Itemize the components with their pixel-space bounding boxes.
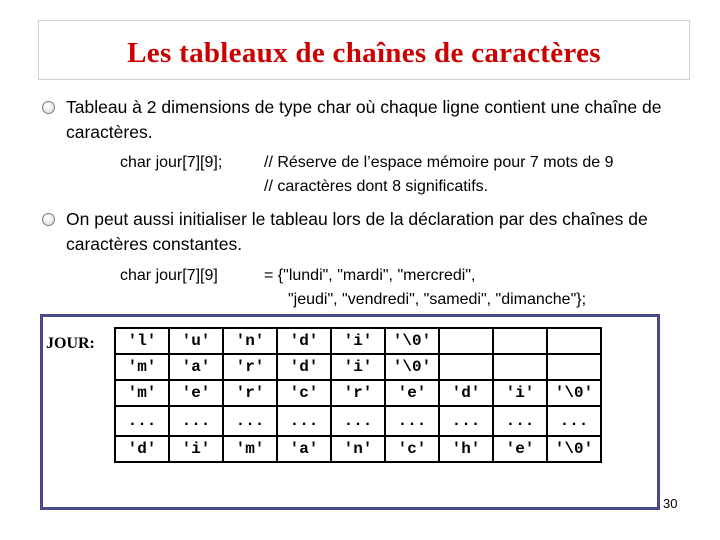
array-cell: 'e' <box>493 436 547 462</box>
code2-init1: = {"lundi", "mardi", "mercredi", <box>264 267 476 284</box>
array-cell: 'd' <box>439 380 493 406</box>
array-cell: 'd' <box>277 328 331 354</box>
array-cell: 'r' <box>223 380 277 406</box>
code2-decl: char jour[7][9] <box>120 267 218 284</box>
array-cell <box>439 354 493 380</box>
array-row <box>115 406 601 436</box>
array-cell: ... <box>385 406 439 436</box>
array-cell: ... <box>223 406 277 436</box>
array-cell <box>439 328 493 354</box>
title-box <box>38 20 690 80</box>
array-cell: 'n' <box>331 436 385 462</box>
array-cell: ... <box>493 406 547 436</box>
bullet-paragraph-1 <box>66 95 696 145</box>
array-cell <box>547 328 601 354</box>
array-cell: 'i' <box>169 436 223 462</box>
array-cell: 'm' <box>115 354 169 380</box>
array-cell: 'h' <box>439 436 493 462</box>
bullet2-line1: On peut aussi initialiser le tableau lors de la déclaration par des chaînes de <box>66 209 648 229</box>
array-cell: ... <box>439 406 493 436</box>
array-cell: 'r' <box>223 354 277 380</box>
array-cell: 'd' <box>277 354 331 380</box>
array-cell: '\0' <box>547 380 601 406</box>
array-label: JOUR: <box>46 335 95 352</box>
code1-comment1: // Réserve de l’espace mémoire pour 7 mots de 9 <box>264 154 614 171</box>
array-cell: ... <box>331 406 385 436</box>
array-cell: 'c' <box>277 380 331 406</box>
code-comment-1 <box>264 151 614 199</box>
array-cell: 'n' <box>223 328 277 354</box>
array-cell: ... <box>547 406 601 436</box>
array-cell: 'd' <box>115 436 169 462</box>
code1-decl: char jour[7][9]; <box>120 154 223 171</box>
bullet1-line2: caractères. <box>66 122 153 142</box>
array-cell: 'i' <box>493 380 547 406</box>
array-row <box>115 380 601 406</box>
bullet2-line2: caractères constantes. <box>66 234 243 254</box>
array-cell: 'i' <box>331 354 385 380</box>
array-cell: '\0' <box>385 328 439 354</box>
array-cell: 'u' <box>169 328 223 354</box>
bullet-circle-icon <box>42 101 55 114</box>
array-cell: '\0' <box>547 436 601 462</box>
code-initializer <box>264 264 586 312</box>
code1-comment2: // caractères dont 8 significatifs. <box>264 178 489 195</box>
array-cell: 'a' <box>169 354 223 380</box>
array-cell: 'i' <box>331 328 385 354</box>
bullet-paragraph-2 <box>66 207 696 257</box>
array-cell <box>493 328 547 354</box>
array-cell: 'a' <box>277 436 331 462</box>
code-declaration-1 <box>120 151 222 175</box>
array-cell: 'm' <box>115 380 169 406</box>
page-number: 30 <box>663 496 678 511</box>
array-cell: ... <box>115 406 169 436</box>
array-row <box>115 328 601 354</box>
slide-title: Les tableaux de chaînes de caractères <box>127 37 601 69</box>
array-cell <box>547 354 601 380</box>
array-cell: 'l' <box>115 328 169 354</box>
array-cell: '\0' <box>385 354 439 380</box>
array-cell: 'c' <box>385 436 439 462</box>
array-row <box>115 436 601 462</box>
char-array-grid <box>114 327 602 463</box>
array-cell: ... <box>277 406 331 436</box>
bullet-circle-icon <box>42 213 55 226</box>
bullet1-line1: Tableau à 2 dimensions de type char où chaque ligne contient une chaîne de <box>66 97 662 117</box>
array-cell: 'm' <box>223 436 277 462</box>
code2-init2: "jeudi", "vendredi", "samedi", "dimanche"}; <box>288 291 587 308</box>
array-row <box>115 354 601 380</box>
code-declaration-2 <box>120 264 218 288</box>
array-cell: 'e' <box>169 380 223 406</box>
array-cell: ... <box>169 406 223 436</box>
array-cell: 'e' <box>385 380 439 406</box>
array-cell <box>493 354 547 380</box>
array-cell: 'r' <box>331 380 385 406</box>
